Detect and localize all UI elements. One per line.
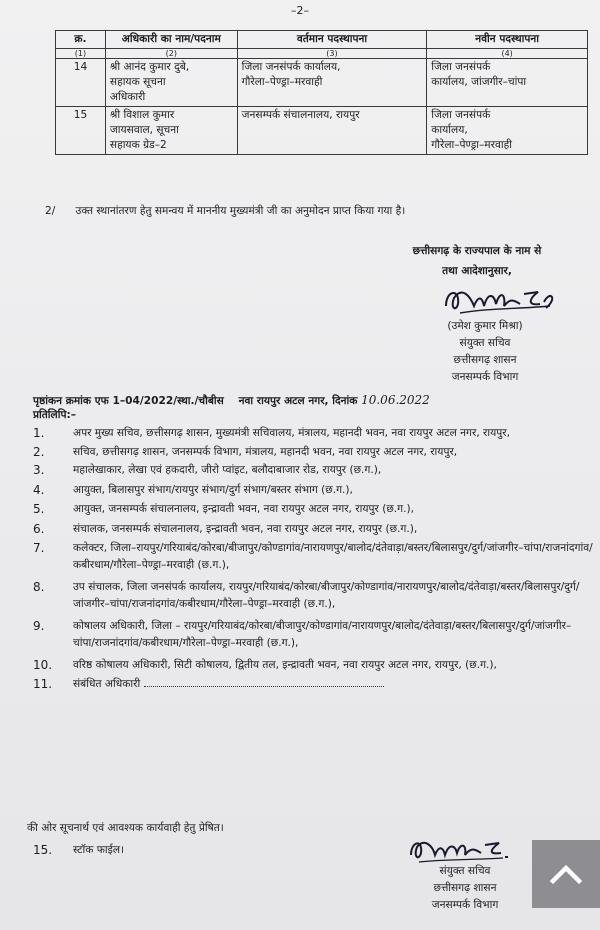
stock-number: 15. (33, 843, 53, 857)
signatory-department: जनसम्पर्क विभाग (451, 371, 519, 383)
posting-line: कार्यालय, (431, 124, 468, 136)
table-header-row (56, 31, 588, 49)
table-row (56, 59, 588, 107)
list-item-number: 10. (33, 658, 53, 672)
list-item-number: 7. (33, 541, 45, 555)
list-item (33, 579, 593, 612)
signatory-government: छत्तीसगढ़ शासन (433, 882, 497, 894)
endorsement-line (33, 392, 598, 409)
list-item-number: 4. (33, 482, 45, 497)
header-serial: क्र. (56, 31, 106, 49)
list-item (33, 425, 593, 442)
list-item (33, 501, 593, 518)
officer-line: अधिकारी (109, 91, 146, 103)
para-text: उक्त स्थानांतरण हेतु समन्वय में माननीय मुख्यमंत्री जी का अनुमोदन प्राप्त किया गया है। (75, 205, 406, 217)
row-new-posting (427, 107, 588, 155)
list-item-text: अपर मुख्य सचिव, छत्तीसगढ़ शासन, मुख्यमंत्री सचिवालय, मंत्रालय, महानदी भवन, नवा रायपुर अटल नगर, रायपुर, (73, 427, 510, 439)
posting-line: गौरेला–पेण्ड्रा–मरवाही (241, 76, 323, 88)
para-number: 2/ (45, 205, 56, 217)
list-item (33, 521, 593, 538)
list-item-text: सचिव, छत्तीसगढ़ शासन, जनसम्पर्क विभाग, मंत्रालय, महानदी भवन, नवा रायपुर अटल नगर, रायपुर, (73, 445, 458, 458)
list-item-text: महालेखाकार, लेखा एवं हकदारी, जीरो प्वांइट, बलौदाबाजार रोड, रायपुर (छ.ग.), (73, 464, 382, 476)
transfer-table (55, 30, 588, 155)
list-item-text: आयुक्त, जनसम्पर्क संचालनालय, इन्द्रावती भवन, नवा रायपुर अटल नगर, रायपुर (छ.ग.), (73, 503, 414, 515)
list-item-text: कलेक्टर, जिला–रायपुर/गरियाबंद/कोरबा/बीजापुर/कोण्डागांव/नारायणपुर/बालोद/दंतेवाड़ा/बस्तर/बिलासपुर/दुर्ग/जांजगीर–चांपा/राजनांदगांव/कबीरधाम/गौरेला–पेण्ड्रा–मरवाही (छ.ग.), (73, 542, 593, 571)
index-cell: (3) (237, 49, 427, 59)
stock-file-line (33, 842, 124, 858)
list-item-number: 1. (33, 426, 45, 440)
header-current-posting: वर्तमान पदस्थापना (237, 31, 427, 49)
posting-line: जिला जनसंपर्क कार्यालय, (241, 61, 341, 73)
posting-line: गौरेला–पेण्ड्रा–मरवाही (431, 139, 512, 151)
officer-line: श्री विशाल कुमार (109, 109, 175, 121)
posting-line: जिला जनसंपर्क (431, 61, 491, 73)
dotted-fill-line (144, 676, 384, 687)
order-by-block (362, 241, 592, 281)
list-item (33, 482, 593, 499)
chevron-up-icon (549, 863, 583, 885)
forward-line: की ओर सूचनार्थ एवं आवश्यक कार्यवाही हेतु प्रेषित। (27, 822, 224, 834)
list-item (33, 462, 593, 479)
endorsement-place-date: नवा रायपुर अटल नगर, दिनांक (238, 395, 358, 407)
handwritten-date: 10.06.2022 (361, 393, 430, 407)
index-cell: (4) (427, 49, 588, 59)
list-item-number: 9. (33, 619, 45, 633)
signatory-name: (उमेश कुमार मिश्रा) (447, 320, 523, 332)
list-item-number: 2. (33, 444, 45, 459)
copy-list (33, 425, 593, 692)
officer-line: सहायक सूचना (109, 76, 166, 88)
signatory-2 (380, 863, 550, 914)
posting-line: जिला जनसंपर्क (431, 109, 491, 121)
list-item-number: 3. (33, 463, 45, 477)
signatory-department: जनसम्पर्क विभाग (431, 899, 499, 911)
signatory-designation: संयुक्त सचिव (439, 865, 491, 877)
list-item (33, 444, 593, 461)
row-new-posting (427, 59, 588, 107)
list-item-number: 6. (33, 521, 45, 536)
officer-line: जायसवाल, सूचना (109, 124, 179, 136)
list-item (33, 657, 593, 674)
list-item (33, 618, 593, 651)
order-by-line: छत्तीसगढ़ के राज्यपाल के नाम से (412, 245, 542, 257)
list-item-text: आयुक्त, बिलासपुर संभाग/रायपुर संभाग/दुर्ग संभाग/बस्तर संभाग (छ.ग.), (73, 483, 353, 496)
row-current-posting (237, 107, 427, 155)
list-item (33, 676, 593, 693)
posting-line: जनसम्पर्क संचालनालय, रायपुर (241, 109, 360, 121)
list-item-number: 8. (33, 580, 45, 594)
signature-1 (440, 282, 565, 318)
list-item (33, 540, 593, 573)
scroll-to-top-button[interactable] (532, 840, 600, 908)
officer-line: सहायक ग्रेड–2 (109, 139, 167, 151)
row-officer (105, 59, 237, 107)
list-item-number: 5. (33, 502, 45, 516)
endorsement-number: पृष्ठांकन क्रमांक एफ 1–04/2022/स्था./चौबीस (33, 395, 224, 407)
row-serial: 14 (56, 59, 106, 107)
signatory-1 (375, 318, 595, 386)
officer-line: श्री आनंद कुमार दुबे, (109, 61, 190, 73)
row-officer (105, 107, 237, 155)
stock-text: स्टॉक फाईल। (73, 844, 125, 856)
order-by-line: तथा आदेशानुसार, (442, 265, 512, 277)
index-cell: (1) (56, 49, 106, 59)
list-item-text: वरिष्ठ कोषालय अधिकारी, सिटी कोषालय, द्वितीय तल, इन्द्रावती भवन, नवा रायपुर अटल नगर, रायपुर, (छ.ग.), (73, 659, 497, 671)
signatory-designation: संयुक्त सचिव (459, 337, 511, 349)
table-index-row (56, 49, 588, 59)
list-item-text: संचालक, जनसम्पर्क संचालनालय, इन्द्रावती भवन, नवा रायपुर अटल नगर, रायपुर (छ.ग.), (73, 522, 418, 535)
copy-to-label: प्रतिलिपि:– (33, 409, 77, 421)
row-current-posting (237, 59, 427, 107)
signatory-government: छत्तीसगढ़ शासन (453, 354, 517, 366)
list-item-label: संबंधित अधिकारी (73, 677, 141, 690)
page-number: –2– (291, 4, 309, 17)
para-2 (45, 203, 585, 219)
posting-line: कार्यालय, जांजगीर–चांपा (431, 76, 527, 88)
list-item-text (73, 676, 593, 693)
list-item-text: कोषालय अधिकारी, जिला – रायपुर/गरियाबंद/कोरबा/बीजापुर/कोण्डागांव/नारायणपुर/बालोद/दंतेवाड़ा/बस्तर/बिलासपुर/दुर्ग/जांजगीर–चांपा/राजनांदगांव/कबीरधाम/गौरेला–पेण्ड्रा–मरवाही (छ.ग.), (73, 620, 572, 649)
row-serial: 15 (56, 107, 106, 155)
header-new-posting: नवीन पदस्थापना (427, 31, 588, 49)
header-officer: अधिकारी का नाम/पदनाम (105, 31, 237, 49)
table-row (56, 107, 588, 155)
list-item-number: 11. (33, 676, 53, 691)
index-cell: (2) (105, 49, 237, 59)
list-item-text: उप संचालक, जिला जनसंपर्क कार्यालय, रायपुर/गरियाबंद/कोरबा/बीजापुर/कोण्डागांव/नारायणपुर/बालोद/दंतेवाड़ा/बस्तर/बिलासपुर/दुर्ग/जांजगीर–चांपा/राजनांदगांव/कबीरधाम/गौरेला–पेण्ड्रा–मरवाही (छ.ग.), (73, 581, 580, 610)
